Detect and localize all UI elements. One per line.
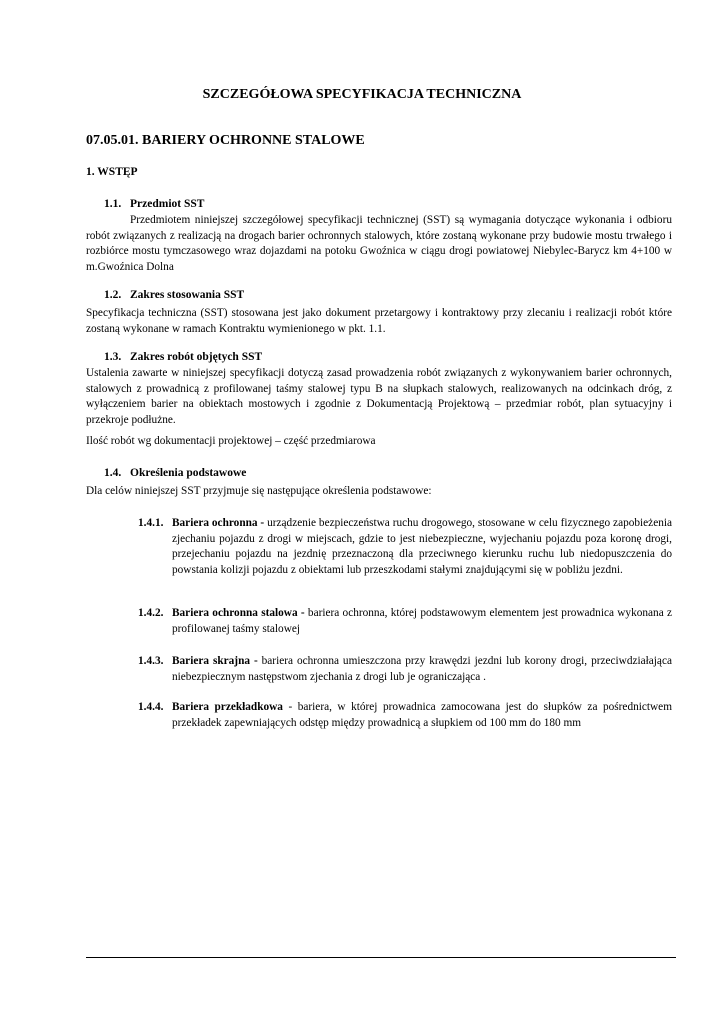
section-1-1-heading [104,198,204,210]
footer-divider [86,957,676,958]
definition-1-4-3 [138,654,672,685]
document-title: SZCZEGÓŁOWA SPECYFIKACJA TECHNICZNA [202,87,522,102]
section-title: Określenia podstawowe [130,467,247,479]
definition-text: bariera ochronna umieszczona przy krawędzi jezdni lub korony drogi, przeciwdziałająca niebezpiecznym następstwom zjechania z drogi lub je ograniczająca . [172,655,672,683]
section-1-3-text2: Ilość robót wg dokumentacji projektowej – część przedmiarowa [86,435,376,447]
section-title: Zakres stosowania SST [130,289,245,301]
section-number: 1.2. [104,289,122,301]
definition-number: 1.4.4. [138,701,164,713]
section-number: 1.1. [104,198,122,210]
definition-term: Bariera skrajna - [172,655,258,667]
section-title: Przedmiot SST [130,198,205,210]
definition-term: Bariera przekładkowa [172,701,283,713]
definition-text: - bariera, w której prowadnica zamocowana jest do słupków za pośrednictwem przekładek zapewniających odstęp między prowadnicą a słupkiem od 100 mm do 180 mm [172,701,672,729]
section-1-3-heading [104,351,262,363]
definition-term: Bariera ochronna - [172,517,265,529]
definition-1-4-2 [138,606,672,637]
section-number: 1.3. [104,351,122,363]
section-title: Zakres robót objętych SST [130,351,263,363]
definition-text: bariera ochronna, której podstawowym elementem jest prowadnica wykonana z profilowanej taśmy stalowej [172,607,672,635]
definition-number: 1.4.2. [138,607,164,619]
definition-1-4-1 [138,516,672,578]
definition-term: Bariera ochronna stalowa - [172,607,305,619]
definition-number: 1.4.3. [138,655,164,667]
definition-text: urządzenie bezpieczeństwa ruchu drogowego, stosowane w celu fizycznego zapobieżenia zjechaniu pojazdu z drogi w miejscach, gdzie to jest niebezpieczne, wyjechaniu pojazdu poza koronę drogi, przejechaniu pojazdu na jezdnię przeznaczoną dla przeciwnego kierunku ruchu lub niedopuszczenia do powstania kolizji pojazdu z obiektami lub przeszkodami stałymi znajdującymi się w pobliżu jezdni. [172,517,673,576]
section-1-1-text: Przedmiotem niniejszej szczegółowej specyfikacji technicznej (SST) są wymagania dotyczące wykonania i odbioru robót związanych z realizacją na drogach barier ochronnych stalowych, które zostaną wykonane przy budowie mostu trwałego i rozbiórce mostu tymczasowego wraz dojazdami na potoku Gwoźnica w ciągu drogi powiatowej Niebylec-Barycz km 4+100 w m.Gwoźnica Dolna [86,214,672,273]
section-1-heading: 1. WSTĘP [86,166,138,178]
section-1-2-text: Specyfikacja techniczna (SST) stosowana jest jako dokument przetargowy i kontraktowy przy zlecaniu i realizacji robót które zostaną wykonane w ramach Kontraktu wymienionego w pkt. 1.1. [86,307,672,335]
definition-number: 1.4.1. [138,517,164,529]
spec-code-title: 07.05.01. BARIERY OCHRONNE STALOWE [86,133,365,148]
definition-1-4-4 [138,700,672,731]
section-number: 1.4. [104,467,122,479]
section-1-4-heading [104,467,246,479]
section-1-3-text: Ustalenia zawarte w niniejszej specyfikacji dotyczą zasad prowadzenia robót związanych z wykonywaniem barier ochronnych, stalowych z prowadnicą z profilowanej taśmy stalowej typu B na słupkach stalowych, realizowanych na odcinkach dróg, z wyłączeniem barier na obiektach mostowych i zgodnie z Dokumentacją Projektową – przedmiar robót, plan sytuacyjny i przekroje podłużne. [86,367,672,426]
section-1-4-intro: Dla celów niniejszej SST przyjmuje się następujące określenia podstawowe: [86,485,432,497]
section-1-2-heading [104,289,244,301]
